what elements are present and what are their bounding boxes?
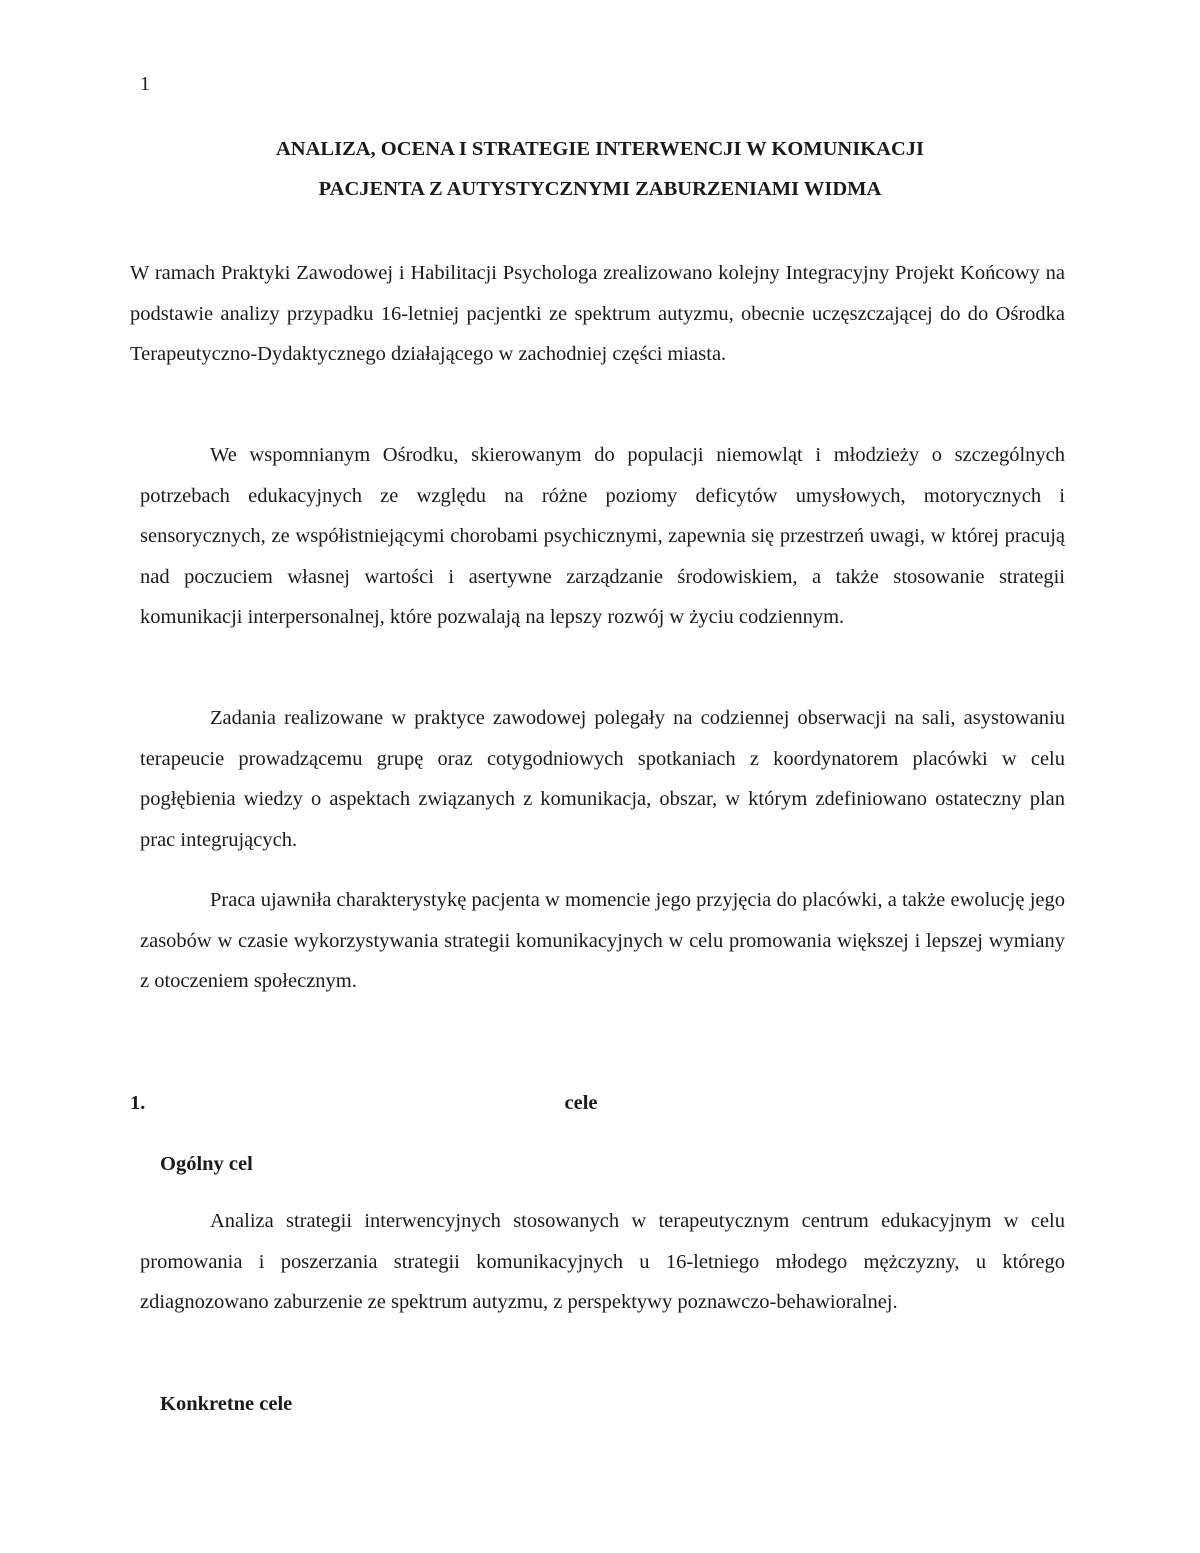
tasks-paragraph: Zadania realizowane w praktyce zawodowej polegały na codziennej obserwacji na sali, asystowaniu terapeucie prowadzącemu grupę oraz cotygodniowych spotkaniach z koordynatorem placówki w celu pogłębienia wiedzy o aspektach związanych z komunikacja, obszar, w którym zdefiniowano ostateczny plan prac integrujących. [140, 707, 1065, 851]
page-number: 1 [140, 73, 150, 95]
center-description-paragraph: We wspomnianym Ośrodku, skierowanym do populacji niemowląt i młodzieży o szczególnych potrzebach edukacyjnych ze względu na różne poziomy deficytów umysłowych, motorycznych i sensorycznych, ze współistniejącymi chorobami psychicznymi, zapewnia się przestrzeń uwagi, w której pracują nad poczuciem własnej wartości i asertywne zarządzanie środowiskiem, a także stosowanie strategii komunikacji interpersonalnej, które pozwalają na lepszy rozwój w życiu codziennym. [140, 444, 1065, 628]
specific-goals-heading: Konkretne cele [160, 1393, 293, 1415]
general-goal-heading: Ogólny cel [160, 1153, 253, 1175]
document-title-line-2: PACJENTA Z AUTYSTYCZNYMI ZABURZENIAMI WIDMA [318, 178, 882, 200]
section-number: 1. [130, 1092, 146, 1114]
intro-paragraph: W ramach Praktyki Zawodowej i Habilitacji Psychologa zrealizowano kolejny Integracyjny Projekt Końcowy na podstawie analizy przypadku 16-letniej pacjentki ze spektrum autyzmu, obecnie uczęszczającej do do Ośrodka Terapeutyczno-Dydaktycznego działającego w zachodniej części miasta. [130, 262, 1065, 365]
general-goal-paragraph: Analiza strategii interwencyjnych stosowanych w terapeutycznym centrum edukacyjnym w celu promowania i poszerzania strategii komunikacyjnych u 16-letniego młodego mężczyzny, u którego zdiagnozowano zaburzenie ze spektrum autyzmu, z perspektywy poznawczo-behawioralnej. [140, 1210, 1065, 1313]
results-paragraph: Praca ujawniła charakterystykę pacjenta w momencie jego przyjęcia do placówki, a także ewolucję jego zasobów w czasie wykorzystywania strategii komunikacyjnych w celu promowania większej i lepszej wymiany z otoczeniem społecznym. [140, 889, 1065, 992]
section-title: cele [564, 1092, 598, 1114]
document-title-line-1: ANALIZA, OCENA I STRATEGIE INTERWENCJI W KOMUNIKACJI [276, 138, 924, 160]
